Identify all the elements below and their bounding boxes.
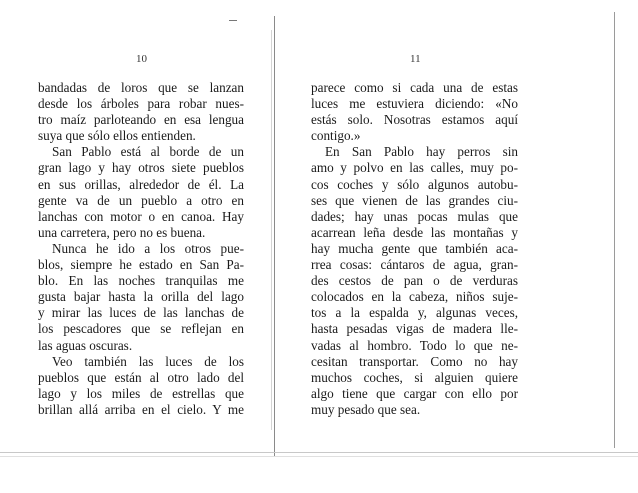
right-page-text [311, 80, 518, 418]
text-line: y mirar las luces de las lanchas de [38, 305, 244, 321]
text-line: gran lago y hay otros siete pueblos [38, 160, 244, 176]
text-line: cesitan transportar. Como no hay [311, 353, 518, 369]
text-line: algo tiene que cargar con ello por [311, 385, 518, 401]
text-line: gusta bajar hasta la orilla del lago [38, 289, 244, 305]
page-number-right: 11 [410, 53, 421, 65]
text-line: cos coches y sólo algunos autobu- [311, 176, 518, 192]
text-line: lago y los miles de estrellas que [38, 385, 244, 401]
text-line: contigo.» [311, 128, 361, 144]
text-line: hasta pesadas vigas de madera lle- [311, 321, 518, 337]
text-line: bandadas de loros que se lanzan [38, 80, 244, 95]
left-page-text [38, 80, 244, 418]
page-number-left: 10 [136, 53, 147, 65]
book-gutter [274, 16, 275, 456]
text-line: lanchas con motor o en canoa. Hay [38, 208, 244, 224]
text-line: blo. En las noches tranquilas me [38, 273, 244, 289]
text-line: las aguas oscuras. [38, 337, 133, 353]
text-line: San Pablo está al borde de un [52, 144, 244, 160]
text-line: tro maíz parloteando en esa lengua [38, 112, 244, 128]
text-line: dades; hay unas pocas mulas que [311, 208, 518, 224]
text-line: desde los árboles para robar nues- [38, 96, 244, 112]
text-line: Nunca he ido a los otros pue- [52, 240, 244, 256]
text-line: ses que vienen de las grandes ciu- [311, 192, 518, 208]
text-line: parece como si cada una de estas [311, 80, 518, 95]
text-line: hay mucha gente que también aca- [311, 240, 518, 256]
text-line: brillan allá arriba en el cielo. Y me [38, 401, 244, 417]
text-line: estás solo. Nosotras estamos aquí [311, 112, 518, 128]
text-line: acarrean leña desde las montañas y [311, 224, 518, 240]
text-line: rrea cosas: cántaros de agua, gran- [311, 257, 518, 273]
text-line: des cestos de pan o de verduras [311, 273, 518, 289]
page-bottom-edge [0, 452, 638, 453]
gutter-shadow [271, 30, 272, 430]
text-line: muy pesado que sea. [311, 401, 421, 417]
text-line: vadas al hombro. Todo lo que ne- [311, 337, 518, 353]
text-line: gente va de un pueblo a otro en [38, 192, 244, 208]
page-bottom-edge-shadow [0, 456, 638, 457]
text-line: tos a la espalda y, algunas veces, [311, 305, 518, 321]
text-line: amo y polvo en las calles, muy po- [311, 160, 518, 176]
scan-mark [229, 20, 237, 21]
text-line: una carretera, pero no es buena. [38, 224, 206, 240]
page-edge [614, 12, 615, 448]
text-line: blos, siempre he estado en San Pa- [38, 257, 244, 273]
text-line: los pescadores que se reflejan en [38, 321, 244, 337]
text-line: Veo también las luces de los [52, 353, 244, 369]
text-line: luces me estuviera diciendo: «No [311, 96, 518, 112]
text-line: colocados en la cabeza, niños suje- [311, 289, 518, 305]
text-line: pueblos que están al otro lado del [38, 369, 244, 385]
text-line: En San Pablo hay perros sin [325, 144, 518, 160]
text-line: muchos coches, si alguien quiere [311, 369, 518, 385]
text-line: en sus orillas, alrededor de él. La [38, 176, 244, 192]
text-line: suya que sólo ellos entienden. [38, 128, 196, 144]
